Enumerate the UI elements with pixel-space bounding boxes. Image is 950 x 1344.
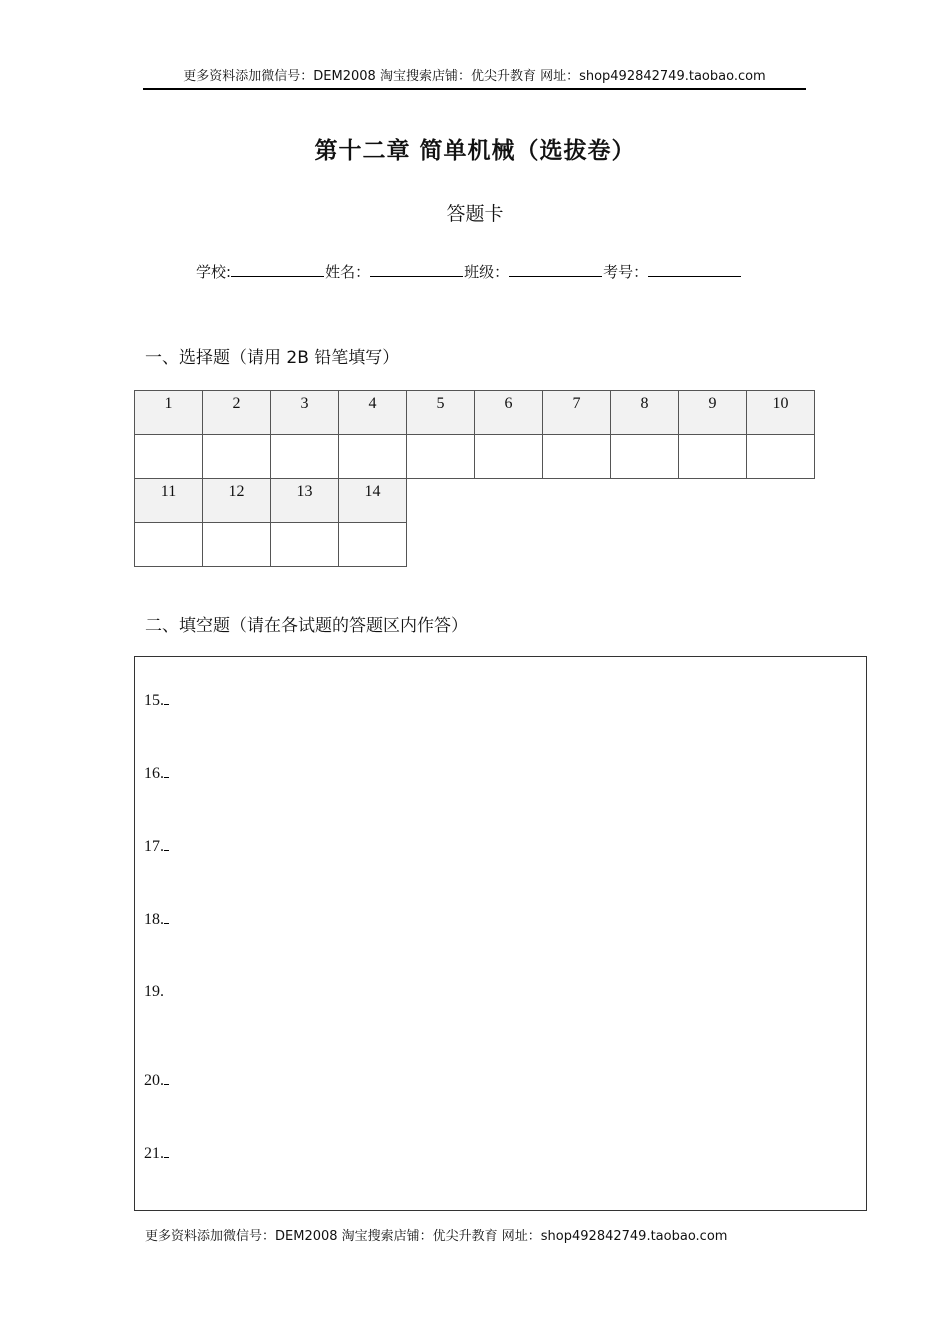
- name-label: 姓名：: [325, 263, 371, 281]
- fill-item-number: 19.: [144, 983, 164, 1000]
- choice-number: 4: [339, 391, 407, 435]
- choice-number: 5: [407, 391, 475, 435]
- fill-item-17: [144, 836, 169, 857]
- choice-number: 8: [611, 391, 679, 435]
- answer-line[interactable]: [164, 836, 169, 851]
- choice-number: 13: [271, 479, 339, 523]
- fill-item-number: 15.: [144, 692, 164, 709]
- choice-answer-cell[interactable]: [135, 523, 203, 567]
- choice-answer-cell[interactable]: [475, 435, 543, 479]
- empty-cell: [407, 479, 475, 523]
- empty-cell: [747, 479, 815, 523]
- choice-answer-cell[interactable]: [339, 435, 407, 479]
- fill-item-16: [144, 763, 169, 784]
- empty-cell: [611, 479, 679, 523]
- choice-answer-cell[interactable]: [271, 435, 339, 479]
- choice-number: 1: [135, 391, 203, 435]
- choice-answer-cell[interactable]: [339, 523, 407, 567]
- exam-number-field[interactable]: [648, 259, 741, 277]
- fill-item-20: [144, 1070, 169, 1091]
- choice-number: 3: [271, 391, 339, 435]
- choice-answer-cell[interactable]: [203, 523, 271, 567]
- class-label: 班级：: [464, 263, 510, 281]
- choice-answer-cell[interactable]: [747, 435, 815, 479]
- page-header: [143, 66, 806, 90]
- exam-number-label: 考号：: [603, 263, 649, 281]
- page-title: 第十二章 简单机械（选拔卷）: [314, 138, 636, 164]
- fill-item-number: 20.: [144, 1072, 164, 1089]
- empty-cell: [475, 523, 543, 567]
- answer-line[interactable]: [164, 1143, 169, 1158]
- choice-number: 7: [543, 391, 611, 435]
- choice-number: 12: [203, 479, 271, 523]
- section-fill-title: 二、填空题（请在各试题的答题区内作答）: [145, 616, 468, 636]
- answer-line[interactable]: [164, 690, 169, 705]
- choice-number: 2: [203, 391, 271, 435]
- choice-number: 11: [135, 479, 203, 523]
- empty-cell: [679, 523, 747, 567]
- footer-text: 更多资料添加微信号：DEM2008 淘宝搜索店铺：优尖升教育 网址：shop492842749.taobao.com: [145, 1229, 728, 1244]
- name-field[interactable]: [370, 259, 463, 277]
- answer-line[interactable]: [164, 909, 169, 924]
- empty-cell: [543, 479, 611, 523]
- choice-number: 10: [747, 391, 815, 435]
- fill-item-19: [144, 982, 164, 1002]
- fill-item-21: [144, 1143, 169, 1164]
- empty-cell: [611, 523, 679, 567]
- fill-in-answer-area[interactable]: [134, 656, 867, 1211]
- student-info-row: [196, 259, 742, 284]
- section-choice-title: 一、选择题（请用 2B 铅笔填写）: [145, 348, 400, 368]
- page-footer: [145, 1226, 727, 1248]
- header-text: 更多资料添加微信号：DEM2008 淘宝搜索店铺：优尖升教育 网址：shop492842749.taobao.com: [183, 69, 766, 84]
- school-label: 学校:: [196, 263, 232, 281]
- choice-answer-cell[interactable]: [543, 435, 611, 479]
- answer-sheet-subtitle: 答题卡: [446, 203, 504, 225]
- choice-answer-cell[interactable]: [611, 435, 679, 479]
- answer-line[interactable]: [164, 1070, 169, 1085]
- empty-cell: [475, 479, 543, 523]
- fill-item-15: [144, 690, 169, 711]
- class-field[interactable]: [509, 259, 602, 277]
- fill-item-number: 18.: [144, 911, 164, 928]
- fill-item-number: 17.: [144, 838, 164, 855]
- choice-number: 9: [679, 391, 747, 435]
- choice-number: 14: [339, 479, 407, 523]
- choice-answer-cell[interactable]: [679, 435, 747, 479]
- fill-item-number: 16.: [144, 765, 164, 782]
- empty-cell: [679, 479, 747, 523]
- choice-grid-row1: [134, 390, 815, 567]
- choice-answer-cell[interactable]: [203, 435, 271, 479]
- fill-item-18: [144, 909, 169, 930]
- fill-item-number: 21.: [144, 1145, 164, 1162]
- choice-answer-cell[interactable]: [407, 435, 475, 479]
- choice-answer-cell[interactable]: [271, 523, 339, 567]
- empty-cell: [747, 523, 815, 567]
- empty-cell: [407, 523, 475, 567]
- empty-cell: [543, 523, 611, 567]
- school-field[interactable]: [231, 259, 324, 277]
- answer-line[interactable]: [164, 763, 169, 778]
- choice-answer-cell[interactable]: [135, 435, 203, 479]
- choice-number: 6: [475, 391, 543, 435]
